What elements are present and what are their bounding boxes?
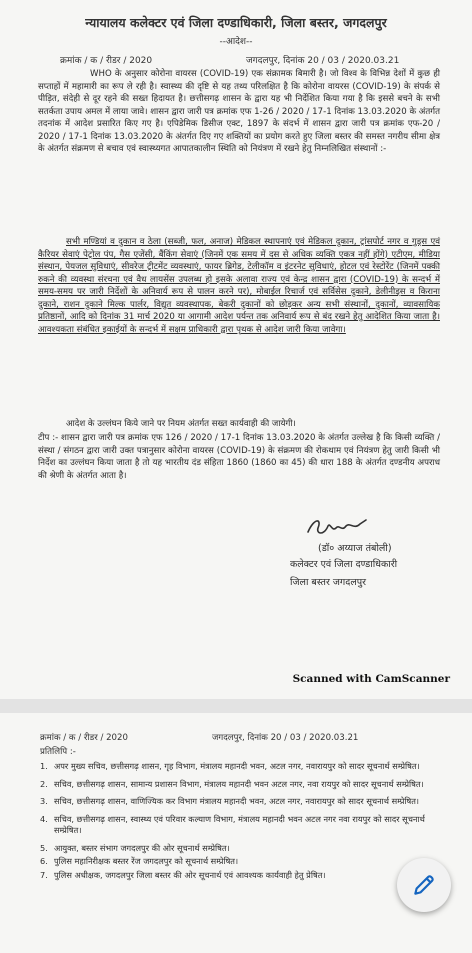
paragraph-violation: आदेश के उल्लंघन किये जाने पर नियम अंतर्गत सख्त कार्यवाही की जायेगी। (66, 419, 296, 429)
signatory-designation: कलेक्टर एवं जिला दण्डाधिकारी (290, 559, 398, 570)
list-item: 4. सचिव, छत्तीसगढ़ शासन, स्वास्थ्य एवं परिवार कल्याण विभाग, मंत्रालय महानदी भवन अटल नगर नवा रायपुर को सादर सूचनार्थ सम्प्रेषित। (40, 813, 425, 835)
reference-number-2: क्रमांक / क / रीडर / 2020 (40, 733, 128, 743)
list-item: 6. पुलिस महानिरीक्षक बस्तर रेंज जगदलपुर को सूचनार्थ सम्प्रेषित। (40, 856, 239, 866)
list-item: 7. पुलिस अधीक्षक, जगदलपुर जिला बस्तर की ओर सूचनार्थ एवं आवश्यक कार्यवाही हेतु प्रेषित। (40, 869, 326, 880)
reference-number: क्रमांक / क / रीडर / 2020 (60, 56, 153, 66)
copy-to-heading: प्रतिलिपि :- (40, 747, 76, 757)
list-item: 2. सचिव, छत्तीसगढ़ शासन, सामान्य प्रशासन विभाग, मंत्रालय महानदी भवन अटल नगर, नवा रायपुर को सादर सूचनार्थ सम्प्रेषित। (40, 778, 424, 789)
document-page-2 (0, 713, 472, 953)
paragraph-note: टीप :- शासन द्वारा जारी पत्र क्रमांक एफ 126 / 2020 / 17-1 दिनांक 13.03.2020 के अंतर्गत उल्लेख है कि किसी व्यक्ति / संस्था / संगठन द्वारा जारी उक्त पत्रानुसार कोरोना वायरस (COVID-19) के संक्रमण की रोकथाम एवं नियंत्रण हेतु जारी किसी भी निर्देश का उल्लंघन किया जाता है तो यह भारतीय दंड संहिता 1860 (1860 का 45) की धारा 188 के अंतर्गत दण्डनीय अपराध की श्रेणी के अंतर्गत आता है। (38, 433, 440, 481)
list-item: 5. आयुक्त, बस्तर संभाग जगदलपुर की ओर सूचनार्थ सम्प्रेषित। (40, 842, 230, 853)
signature (302, 514, 372, 542)
list-item: 3. सचिव, छत्तीसगढ़ शासन, वाणिज्यिक कर विभाग मंत्रालय महानदी भवन, अटल नगर, नवारायपुर को सादर सूचनार्थ सम्प्रेषित। (40, 796, 419, 806)
edit-button[interactable] (397, 858, 451, 912)
signatory-name: (डॉ० अय्याज तंबोली) (318, 543, 392, 554)
pencil-icon (411, 872, 437, 898)
document-title: न्यायालय कलेक्टर एवं जिला दण्डाधिकारी, जिला बस्तर, जगदलपुर (85, 15, 387, 30)
list-item: 1. अपर मुख्य सचिव, छत्तीसगढ़ शासन, गृह विभाग, मंत्रालय महानदी भवन, अटल नगर, नवारायपुर को सादर सूचनार्थ सम्प्रेषित। (40, 761, 420, 771)
signatory-place: जिला बस्तर जगदलपुर (290, 577, 367, 588)
reference-date-2: जगदलपुर, दिनांक 20 / 03 / 2020.03.21 (212, 733, 359, 743)
reference-date: जगदलपुर, दिनांक 20 / 03 / 2020.03.21 (246, 56, 400, 66)
order-heading: --आदेश-- (219, 37, 253, 47)
paragraph-establishments: सभी मण्डियां व दुकान व ठेला (सब्जी, फल, अनाज) मेडिकल स्थापनाएं एवं मेडिकल दुकान, ट्रांसपोर्ट नगर व गुड्स एवं कैरियर सेवाएं पेट्रोल पंप, गैस एजेंसी, बैंकिंग सेवाएं (जिनमें एक समय में दस से अधिक व्यक्ति एकत्र नहीं होंगे) एटीएम, मीडिया संस्थान, पेयजल सुविधाएं, सीवरेज ट्रीटमेंट व्यवस्थाएं, फायर ब्रिगेड, टेलीकॉम व इंटरनेट सुविधाएं, होटल एवं रेस्टोरेंट (जिनमें पक्की रुकने की व्यवस्था संरचना एवं वैध लायसेंस उपलब्ध हो इसके अलावा राज्य एवं केन्द्र शासन द्वारा (COVID-19) के सन्दर्भ में समय-समय पर जारी निर्देशों के अनिवार्य रूप से पालन करने पर), मोबाईल रिचार्ज एवं सर्विसेस दुकाने, डेलीनीड्स व किराना दुकाने, राशन दुकाने मिल्क पार्लर, विद्युत व्यवस्थापक, बेकरी दुकानों को छोड़कर अन्य सभी संस्थानों, दुकानों, व्यावसायिक प्रतिष्ठानों, आदि को दिनांक 31 मार्च 2020 या आगामी आदेश पर्यन्त तक अनिवार्य रूप से बंद रखने हेतु आदेशित किया जाता है। आवश्यकता संबंधित इकाईयों के सन्दर्भ में सक्षम प्राधिकारी द्वारा पृथक से आदेश जारी किया जावेगा। (38, 237, 440, 335)
camscanner-watermark: Scanned with CamScanner (292, 673, 450, 685)
paragraph-intro: WHO के अनुसार कोरोना वायरस (COVID-19) एक संक्रामक बिमारी है। जो विश्व के विभिन्न देशों में कुछ ही सप्ताहों में महामारी का रूप ले रही है। स्वास्थ्य की दृष्टि से यह तथ्य परिलक्षित है कि कोरोना वायरस (COVID-19) के संपर्क से पीड़ित, संदेही से दूर रहने की सख्त हिदायत है। छत्तीसगढ़ शासन के द्वारा यह भी निर्देशित किया गया है कि इससे बचने के सभी सतर्कता उपाय अमल में लाया जावे। शासन द्वारा जारी पत्र क्रमांक एफ 1-26 / 2020 / 17-1 दिनांक 13.03.2020 के अंतर्गत तदनांक में आदेश प्रसारित किए गए है। एपिडेमिक डिसीज एक्ट, 1897 के संदर्भ में शासन द्वारा जारी पत्र क्रमांक एफ-20 / 2020 / 17-1 दिनांक 13.03.2020 के अंतर्गत दिए गए शक्तियों का प्रयोग करते हुए जिला बस्तर की समस्त नगरीय सीमा क्षेत्र के अंतर्गत संक्रमण से बचाव एवं स्वास्थ्यगत आपातकालीन स्थिति को नियंत्रण में रखने हेतु निम्नलिखित संस्थानों :- (38, 69, 440, 154)
page-gap (0, 699, 472, 713)
distribution-list (40, 761, 440, 887)
